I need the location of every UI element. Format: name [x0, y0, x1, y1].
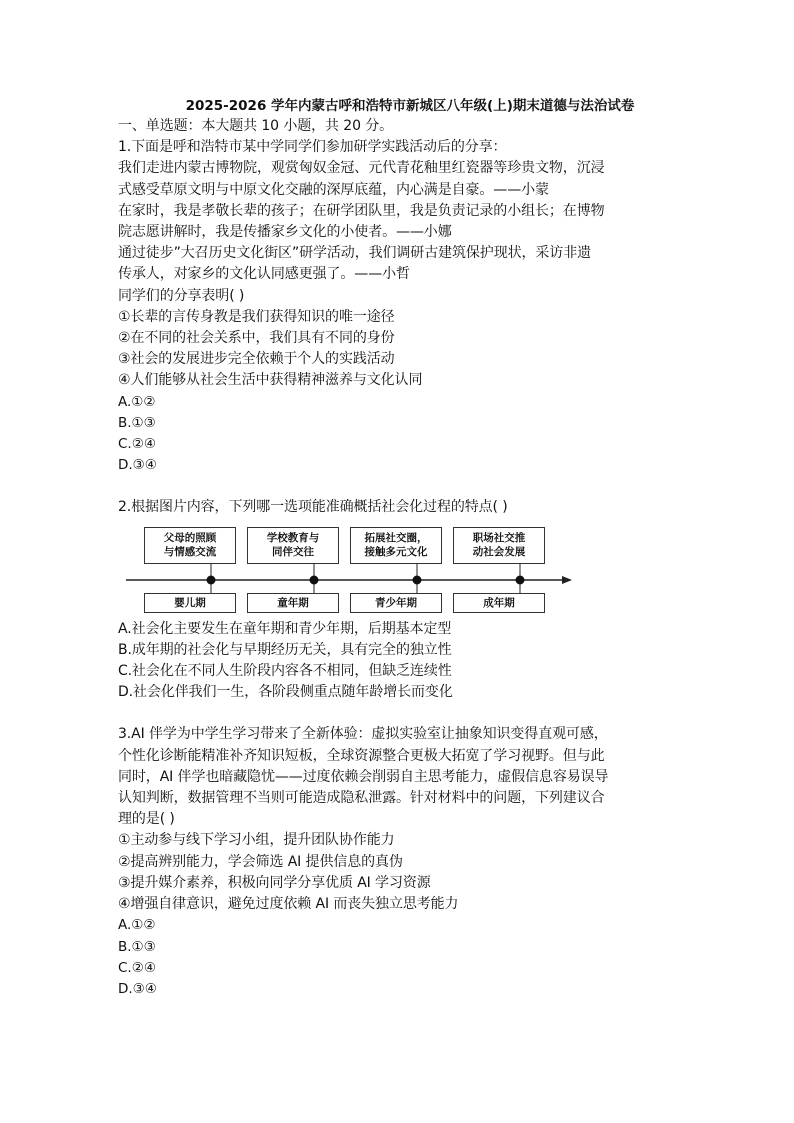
timeline-top-text: 接触多元文化 [364, 545, 428, 558]
timeline-top-text: 职场社交推 [472, 531, 526, 544]
q2-option-d[interactable]: D.社会化伴我们一生，各阶段侧重点随年龄增长而变化 [118, 684, 453, 701]
q3-option-d[interactable]: D.③④ [118, 980, 157, 997]
q1-statement: ③社会的发展进步完全依赖于个人的实践活动 [118, 351, 395, 368]
q2-option-b[interactable]: B.成年期的社会化与早期经历无关，具有完全的独立性 [118, 641, 452, 658]
q3-line: 认知判断，数据管理不当则可能造成隐私泄露。针对材料中的问题，下列建议合 [118, 790, 605, 807]
question-1 [118, 137, 688, 476]
timeline-top-text: 动社会发展 [472, 545, 526, 558]
timeline-dot [207, 575, 216, 584]
timeline-top-text: 与情感交流 [163, 545, 217, 558]
q1-option-b[interactable]: B.①③ [118, 414, 156, 431]
section-heading: 一、单选题：本大题共 10 小题，共 20 分。 [118, 118, 394, 134]
q1-line: 传承人，对家乡的文化认同感更强了。——小哲 [118, 266, 410, 283]
stage-label: 青少年期 [350, 593, 442, 613]
q1-statement: ②在不同的社会关系中，我们具有不同的身份 [118, 330, 395, 347]
q1-statement: ④人们能够从社会生活中获得精神滋养与文化认同 [118, 372, 423, 389]
q1-option-d[interactable]: D.③④ [118, 457, 157, 474]
q1-statement: ①长辈的言传身教是我们获得知识的唯一途径 [118, 308, 395, 325]
q3-option-c[interactable]: C.②④ [118, 959, 156, 976]
q1-line: 式感受草原文明与中原文化交融的深厚底蕴，内心满是自豪。——小蒙 [118, 181, 549, 198]
q3-option-a[interactable]: A.①② [118, 917, 156, 934]
stage-label: 成年期 [453, 593, 545, 613]
q3-statement: ③提升媒介素养，积极向同学分享优质 AI 学习资源 [118, 874, 431, 891]
timeline-dot [413, 575, 422, 584]
timeline-top-box [453, 527, 545, 564]
exam-page [118, 96, 688, 1000]
q3-statement: ④增强自律意识，避免过度依赖 AI 而丧失独立思考能力 [118, 896, 459, 913]
q1-line: 在家时，我是孝敬长辈的孩子；在研学团队里，我是负责记录的小组长；在博物 [118, 202, 605, 219]
q3-line: 同时，AI 伴学也暗藏隐忧——过度依赖会削弱自主思考能力，虚假信息容易误导 [118, 768, 609, 785]
q3-line: 理的是( ) [118, 811, 175, 828]
timeline-top-box [350, 527, 442, 564]
timeline-top-text: 拓展社交圈， [364, 531, 428, 544]
q1-option-c[interactable]: C.②④ [118, 436, 156, 453]
q1-line: 通过徒步”大召历史文化街区”研学活动，我们调研古建筑保护现状，采访非遗 [118, 245, 592, 262]
timeline-top-box [144, 527, 236, 564]
q2-option-c[interactable]: C.社会化在不同人生阶段内容各不相同，但缺乏连续性 [118, 663, 452, 680]
socialization-timeline-figure [126, 525, 581, 617]
q3-statement: ②提高辨别能力，学会筛选 AI 提供信息的真伪 [118, 853, 403, 870]
exam-title: 2025-2026 学年内蒙古呼和浩特市新城区八年级(上)期末道德与法治试卷 [185, 98, 635, 114]
timeline-dot [310, 575, 319, 584]
q3-line: 个性化诊断能精准补齐知识短板，全球资源整合更极大拓宽了学习视野。但与此 [118, 747, 605, 764]
q3-statement: ①主动参与线下学习小组，提升团队协作能力 [118, 832, 395, 849]
timeline-top-text: 同伴交往 [272, 545, 314, 558]
q2-option-a[interactable]: A.社会化主要发生在童年期和青少年期，后期基本定型 [118, 620, 452, 637]
timeline-top-text: 父母的照顾 [163, 531, 217, 544]
timeline-top-box [247, 527, 339, 564]
q3-option-b[interactable]: B.①③ [118, 938, 156, 955]
q1-line: 我们走进内蒙古博物院，观赏匈奴金冠、元代青花釉里红瓷器等珍贵文物，沉浸 [118, 160, 605, 177]
q1-line: 院志愿讲解时，我是传播家乡文化的小使者。——小娜 [118, 224, 452, 241]
question-2 [118, 497, 688, 703]
q1-option-a[interactable]: A.①② [118, 393, 156, 410]
stage-label: 童年期 [247, 593, 339, 613]
q1-line: 同学们的分享表明( ) [118, 287, 245, 304]
timeline-dot [516, 575, 525, 584]
stage-label: 婴儿期 [144, 593, 236, 613]
timeline-top-text: 学校教育与 [266, 531, 320, 544]
q2-stem: 2.根据图片内容，下列哪一选项能准确概括社会化过程的特点( ) [118, 499, 508, 516]
question-3 [118, 724, 688, 1000]
q1-line: 1.下面是呼和浩特市某中学同学们参加研学实践活动后的分享： [118, 139, 507, 156]
q3-line: 3.AI 伴学为中学生学习带来了全新体验：虚拟实验室让抽象知识变得直观可感， [118, 726, 608, 743]
